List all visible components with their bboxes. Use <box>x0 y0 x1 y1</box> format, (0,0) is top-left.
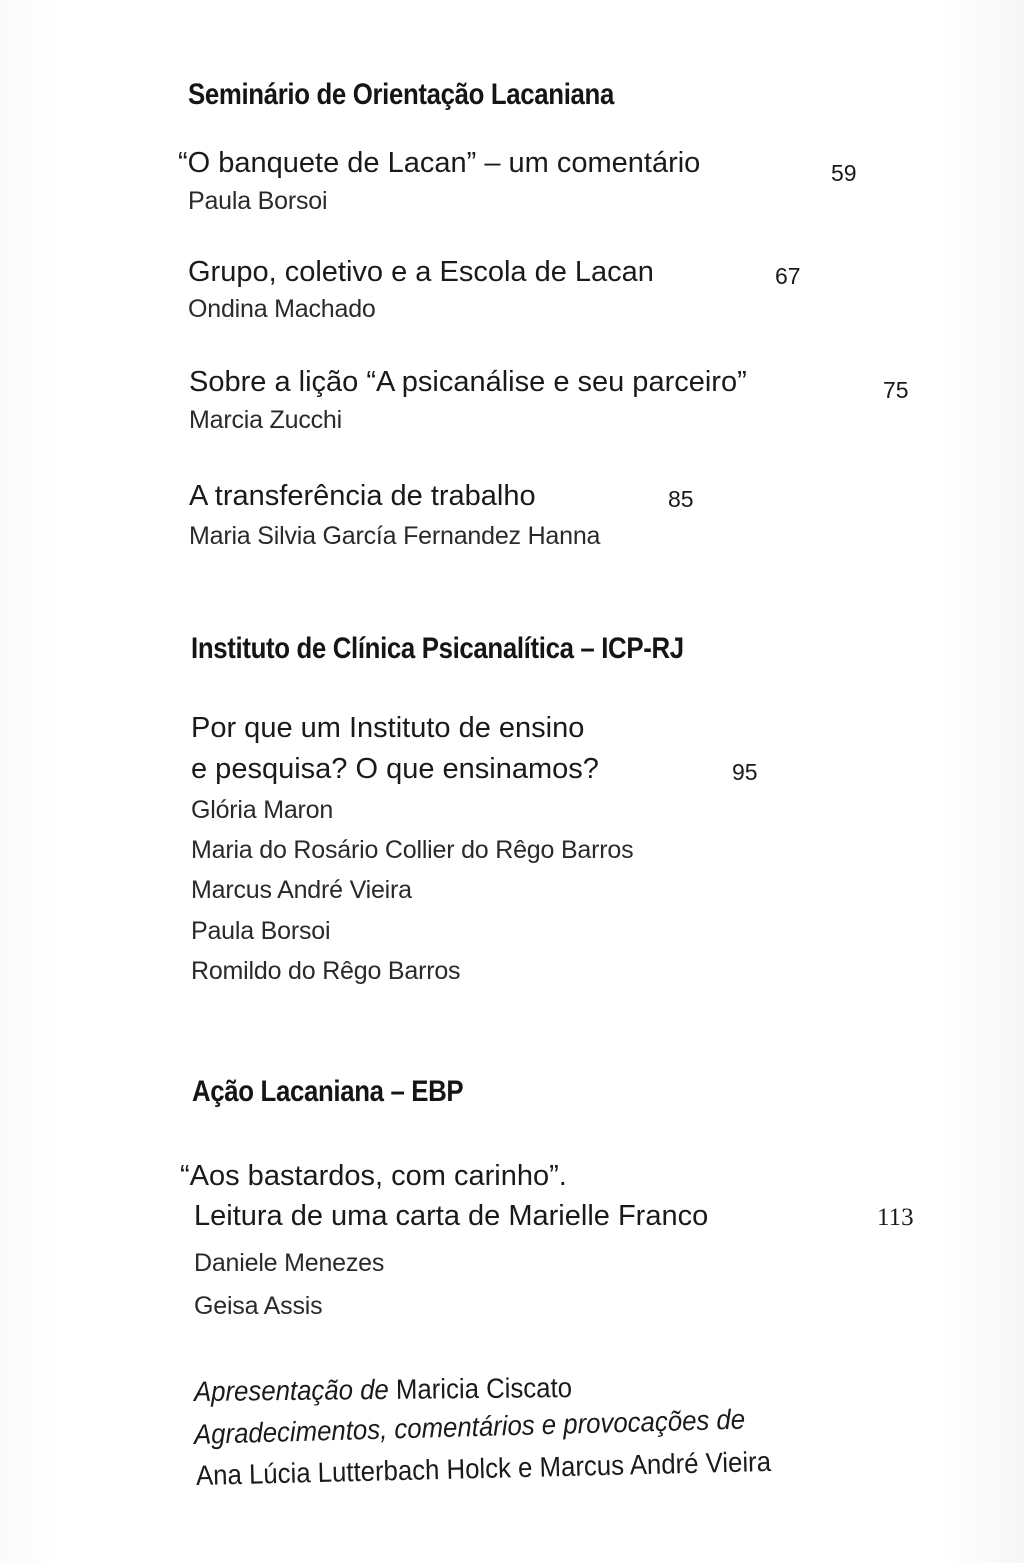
toc-entry-author: Marcia Zucchi <box>189 406 342 434</box>
page-number: 67 <box>775 263 801 289</box>
toc-entry-title: A transferência de trabalho <box>189 480 536 512</box>
page-number: 59 <box>831 160 857 186</box>
toc-entry-title: Sobre a lição “A psicanálise e seu parceiro” <box>189 366 747 398</box>
presentation-label: Apresentação de <box>193 1373 389 1407</box>
section-title: Instituto de Clínica Psicanalítica – ICP-RJ <box>191 632 684 665</box>
page-number: 75 <box>883 377 909 403</box>
toc-entry-author: Daniele Menezes <box>194 1249 385 1277</box>
thanks-names: Ana Lúcia Lutterbach Holck e Marcus André Vieira <box>195 1445 772 1491</box>
toc-entry-author: Geisa Assis <box>194 1292 323 1320</box>
page-number: 85 <box>668 486 694 512</box>
toc-entry-title: “O banquete de Lacan” – um comentário <box>178 147 701 179</box>
thanks-label: Agradecimentos, comentários e provocações de <box>193 1403 746 1450</box>
page-number: 113 <box>877 1204 914 1231</box>
toc-entry-author: Marcus André Vieira <box>191 876 412 904</box>
toc-entry-author: Romildo do Rêgo Barros <box>191 957 461 985</box>
toc-entry-title-line: e pesquisa? O que ensinamos? <box>191 753 599 785</box>
toc-entry-title-line: Por que um Instituto de ensino <box>191 712 585 744</box>
toc-entry-title: Grupo, coletivo e a Escola de Lacan <box>188 256 654 288</box>
section-title: Seminário de Orientação Lacaniana <box>188 78 614 111</box>
page-number: 95 <box>732 759 758 785</box>
toc-entry-author: Paula Borsoi <box>191 917 331 945</box>
toc-entry-author: Paula Borsoi <box>188 187 328 215</box>
presentation-name: Maricia Ciscato <box>395 1372 573 1405</box>
toc-entry-author: Glória Maron <box>191 796 334 824</box>
toc-entry-title-line: “Aos bastardos, com carinho”. <box>180 1160 567 1192</box>
toc-entry-title-line: Leitura de uma carta de Marielle Franco <box>194 1200 709 1232</box>
toc-entry-author: Ondina Machado <box>188 295 376 323</box>
toc-entry-author: Maria Silvia García Fernandez Hanna <box>189 522 601 550</box>
section-title: Ação Lacaniana – EBP <box>192 1075 464 1108</box>
presentation-credit <box>194 1372 572 1408</box>
toc-entry-author: Maria do Rosário Collier do Rêgo Barros <box>191 836 634 864</box>
